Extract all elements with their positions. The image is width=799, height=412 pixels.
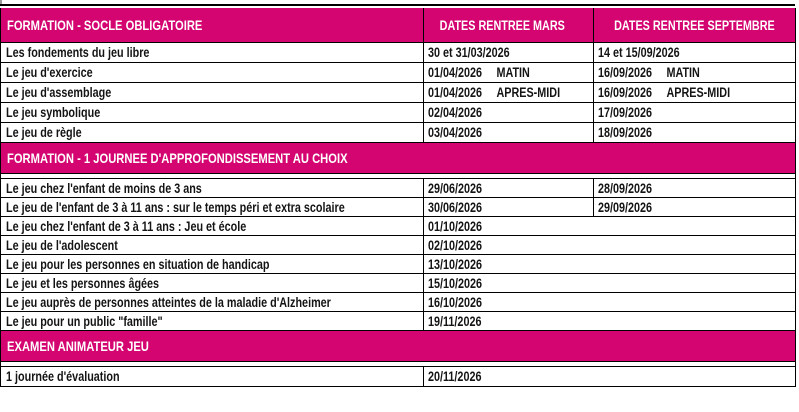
table-row: [1, 236, 796, 255]
row-label: Le jeu pour les personnes en situation de handicap: [6, 256, 270, 272]
sept-date: 18/09/2026: [598, 125, 653, 140]
sept-date-cell[interactable]: [594, 43, 796, 63]
mars-date-cell[interactable]: [424, 198, 594, 217]
row-label: Le jeu d'assemblage: [6, 85, 112, 100]
row-label: Le jeu de règle: [6, 125, 82, 140]
row-label-cell[interactable]: [1, 236, 424, 255]
table-row: [1, 217, 796, 236]
row-label: 1 journée d'évaluation: [6, 369, 120, 384]
row-label-cell[interactable]: [1, 179, 424, 198]
mars-date-cell[interactable]: [424, 274, 796, 293]
sept-date: 16/09/2026: [598, 65, 653, 80]
mars-date: 01/04/2026: [428, 65, 483, 80]
section-title: EXAMEN ANIMATEUR JEU: [7, 338, 149, 354]
mars-date-cell[interactable]: [424, 179, 594, 198]
mars-date-cell[interactable]: [424, 103, 594, 123]
row-label: Le jeu chez l'enfant de moins de 3 ans: [6, 180, 202, 196]
section-title-cell[interactable]: [1, 331, 796, 362]
gridline-horizontal: [0, 4, 795, 6]
spreadsheet-top-strip: [0, 0, 799, 8]
sept-note: APRES-MIDI: [666, 85, 731, 100]
mars-date-cell[interactable]: [424, 367, 796, 387]
sept-date: 28/09/2026: [598, 180, 653, 196]
row-label-cell[interactable]: [1, 255, 424, 274]
section-title: FORMATION - 1 JOURNEE D'APPROFONDISSEMENT AU CHOIX: [7, 150, 348, 166]
sept-date-cell[interactable]: [594, 103, 796, 123]
mars-date: 02/04/2026: [428, 105, 483, 120]
formation-schedule-table: [0, 8, 796, 387]
mars-date: 19/11/2026: [428, 313, 482, 329]
mars-date: 16/10/2026: [428, 294, 483, 310]
mars-date: 30 et 31/03/2026: [428, 45, 510, 60]
mars-date: 01/10/2026: [428, 218, 483, 234]
row-label: Le jeu auprès de personnes atteintes de la maladie d'Alzheimer: [6, 294, 331, 310]
table-row: [1, 63, 796, 83]
mars-date: 29/06/2026: [428, 180, 483, 196]
table-row: [1, 274, 796, 293]
mars-date: 30/06/2026: [428, 199, 483, 215]
row-label-cell[interactable]: [1, 293, 424, 312]
table-row: [1, 255, 796, 274]
table-row: [1, 43, 796, 63]
table-row: [1, 367, 796, 387]
row-label-cell[interactable]: [1, 312, 424, 331]
mars-date-cell[interactable]: [424, 217, 796, 236]
sept-date: 16/09/2026: [598, 85, 653, 100]
row-label-cell[interactable]: [1, 367, 424, 387]
sept-date-cell[interactable]: [594, 83, 796, 103]
row-label: Les fondements du jeu libre: [6, 45, 150, 60]
sept-date-cell[interactable]: [594, 63, 796, 83]
mars-date: 02/10/2026: [428, 237, 483, 253]
section-header-examen: [1, 331, 796, 362]
column-header-septembre[interactable]: DATES RENTREE SEPTEMBRE: [594, 8, 796, 43]
mars-date-cell[interactable]: [424, 123, 594, 143]
section-header-socle-obligatoire: [1, 8, 796, 43]
table-row: [1, 312, 796, 331]
row-label: Le jeu d'exercice: [6, 65, 93, 80]
row-label-cell[interactable]: [1, 274, 424, 293]
table-row: [1, 293, 796, 312]
row-label: Le jeu symbolique: [6, 105, 101, 120]
row-label: Le jeu pour un public "famille": [6, 313, 163, 329]
row-label: Le jeu et les personnes âgées: [6, 275, 160, 291]
section-title: FORMATION - SOCLE OBLIGATOIRE: [7, 17, 203, 33]
sept-date-cell[interactable]: [594, 179, 796, 198]
mars-date: 20/11/2026: [428, 369, 482, 384]
section-header-approfondissement: [1, 143, 796, 174]
mars-date-cell[interactable]: [424, 293, 796, 312]
table-row: [1, 179, 796, 198]
mars-date-cell[interactable]: [424, 43, 594, 63]
row-label-cell[interactable]: [1, 43, 424, 63]
table-row: [1, 83, 796, 103]
mars-date-cell[interactable]: [424, 63, 594, 83]
mars-note: MATIN: [496, 65, 530, 80]
mars-date-cell[interactable]: [424, 312, 796, 331]
mars-date: 13/10/2026: [428, 256, 483, 272]
sept-date-cell[interactable]: [594, 123, 796, 143]
mars-date: 03/04/2026: [428, 125, 483, 140]
row-label-cell[interactable]: [1, 217, 424, 236]
mars-date-cell[interactable]: [424, 83, 594, 103]
row-label-cell[interactable]: [1, 83, 424, 103]
row-label-cell[interactable]: [1, 198, 424, 217]
sept-date: 14 et 15/09/2026: [598, 45, 680, 60]
sept-date: 17/09/2026: [598, 105, 653, 120]
table-row: [1, 123, 796, 143]
mars-date-cell[interactable]: [424, 236, 796, 255]
table-row: [1, 103, 796, 123]
row-label-cell[interactable]: [1, 63, 424, 83]
sept-date: 29/09/2026: [598, 199, 653, 215]
mars-date: 01/04/2026: [428, 85, 483, 100]
mars-date: 15/10/2026: [428, 275, 483, 291]
mars-note: APRES-MIDI: [496, 85, 561, 100]
table-row: [1, 198, 796, 217]
sept-note: MATIN: [666, 65, 700, 80]
sept-date-cell[interactable]: [594, 198, 796, 217]
row-label-cell[interactable]: [1, 103, 424, 123]
row-label: Le jeu de l'enfant de 3 à 11 ans : sur le temps péri et extra scolaire: [6, 199, 345, 215]
section-title-cell[interactable]: [1, 143, 796, 174]
row-label: Le jeu de l'adolescent: [6, 237, 118, 253]
row-label-cell[interactable]: [1, 123, 424, 143]
column-header-mars[interactable]: DATES RENTREE MARS: [424, 8, 594, 43]
mars-date-cell[interactable]: [424, 255, 796, 274]
row-label: Le jeu chez l'enfant de 3 à 11 ans : Jeu et école: [6, 218, 247, 234]
section-title-cell[interactable]: [1, 8, 424, 43]
